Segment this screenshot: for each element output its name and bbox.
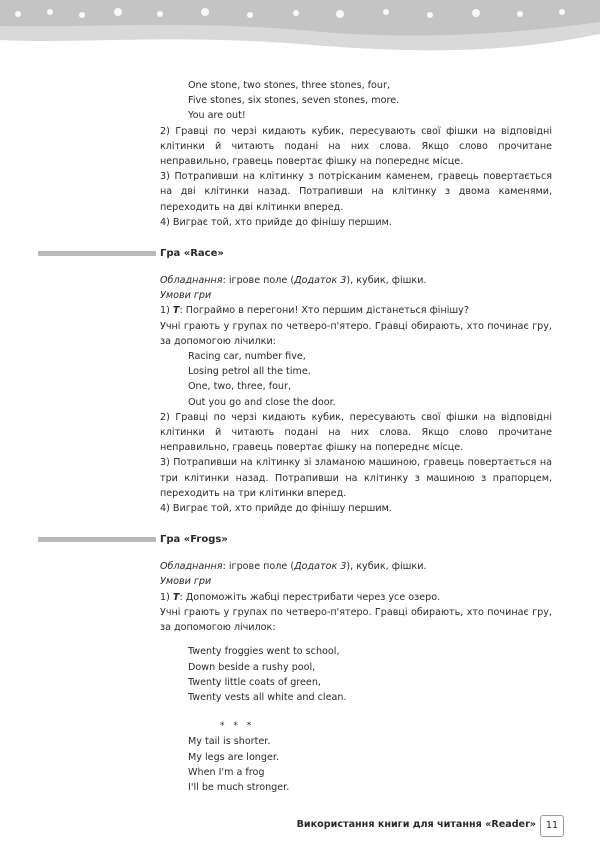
verse-frogs-2 bbox=[160, 734, 552, 795]
rule-paragraph: 4) Виграє той, хто прийде до фінішу першим. bbox=[160, 503, 392, 515]
verse-line: Losing petrol all the time. bbox=[188, 366, 311, 378]
verse-line: Five stones, six stones, seven stones, more. bbox=[188, 95, 400, 107]
intro-paragraph: Учні грають у групах по четверо-п'ятеро. Гравці обирають, хто починає гру, за допомогою лічилки: bbox=[160, 320, 552, 347]
intro-paragraph: Учні грають у групах по четверо-п'ятеро. Гравці обирають, хто починає гру, за допомогою лічилок: bbox=[160, 606, 552, 634]
conditions-label: Умови гри bbox=[160, 290, 212, 302]
verse-line: When I'm a frog bbox=[188, 766, 265, 778]
step-line: 1) T: Пограймо в перегони! Хто першим дістанеться фінішу? bbox=[160, 305, 469, 317]
verse-line: Down beside a rushy pool, bbox=[188, 661, 316, 673]
page-number: 11 bbox=[540, 815, 564, 837]
verse-line: My tail is shorter. bbox=[188, 736, 271, 748]
equipment-line: Обладнання: ігрове поле (Додаток 3), кубик, фішки. bbox=[160, 275, 427, 287]
conditions-label: Умови гри bbox=[160, 576, 212, 588]
rule-paragraph: 2) Гравці по черзі кидають кубик, пересувають свої фішки на відповідні клітинки й читають подані на них слова. Якщо слово прочитане неправильно, гравець повертає фішку на попереднє місце. bbox=[160, 125, 552, 168]
section-bar bbox=[38, 251, 156, 256]
footer-title: Використання книги для читання «Reader» bbox=[296, 819, 536, 830]
section-frogs-heading bbox=[160, 530, 552, 550]
verse-line: One, two, three, four, bbox=[188, 381, 292, 393]
verse-line: Racing car, number five, bbox=[188, 351, 306, 363]
step-line: 1) T: Допоможіть жабці перестрибати через усе озеро. bbox=[160, 591, 441, 603]
verse-line: Twenty vests all white and clean. bbox=[188, 691, 347, 703]
rule-paragraph: 3) Потрапивши на клітинку з потрісканим каменем, гравець повертається на дві клітинки назад. Потрапивши на клітинку з двома каменями, переходить на дві клітинки вперед. bbox=[160, 171, 552, 213]
verse-frogs bbox=[160, 644, 552, 705]
verse-line: One stone, two stones, three stones, four, bbox=[188, 80, 390, 91]
section-bar bbox=[38, 537, 156, 542]
page-content bbox=[160, 78, 552, 795]
section-race-heading bbox=[160, 244, 552, 264]
rule-paragraph: 4) Виграє той, хто прийде до фінішу першим. bbox=[160, 216, 392, 228]
verse-line: Twenty froggies went to school, bbox=[188, 646, 340, 658]
verse-line: You are out! bbox=[188, 110, 246, 122]
verse-line: My legs are longer. bbox=[188, 751, 279, 763]
verse-line: I'll be much stronger. bbox=[188, 781, 290, 793]
section-title: Гра «Race» bbox=[160, 248, 224, 260]
equipment-line: Обладнання: ігрове поле (Додаток 3), кубик, фішки. bbox=[160, 561, 427, 573]
rule-paragraph: 2) Гравці по черзі кидають кубик, пересувають свої фішки на відповідні клітинки й читають подані на них слова. Якщо слово прочитане неправильно, гравець повертає фішку на попереднє місце. bbox=[160, 411, 552, 454]
header-decoration bbox=[0, 0, 600, 58]
section-title: Гра «Frogs» bbox=[160, 534, 228, 546]
rule-paragraph: 3) Потрапивши на клітинку зі зламаною машиною, гравець повертається на три клітинки назад. Потрапивши на клітинку з машиною з прапорцем, переходить на три клітинки вперед. bbox=[160, 457, 552, 499]
verse-line: Out you go and close the door. bbox=[188, 396, 336, 408]
verse-line: Twenty little coats of green, bbox=[188, 676, 321, 688]
page-footer bbox=[290, 815, 578, 837]
verse-race bbox=[160, 349, 552, 410]
verse-stones bbox=[160, 78, 552, 124]
stars-separator: * * * bbox=[220, 721, 255, 732]
